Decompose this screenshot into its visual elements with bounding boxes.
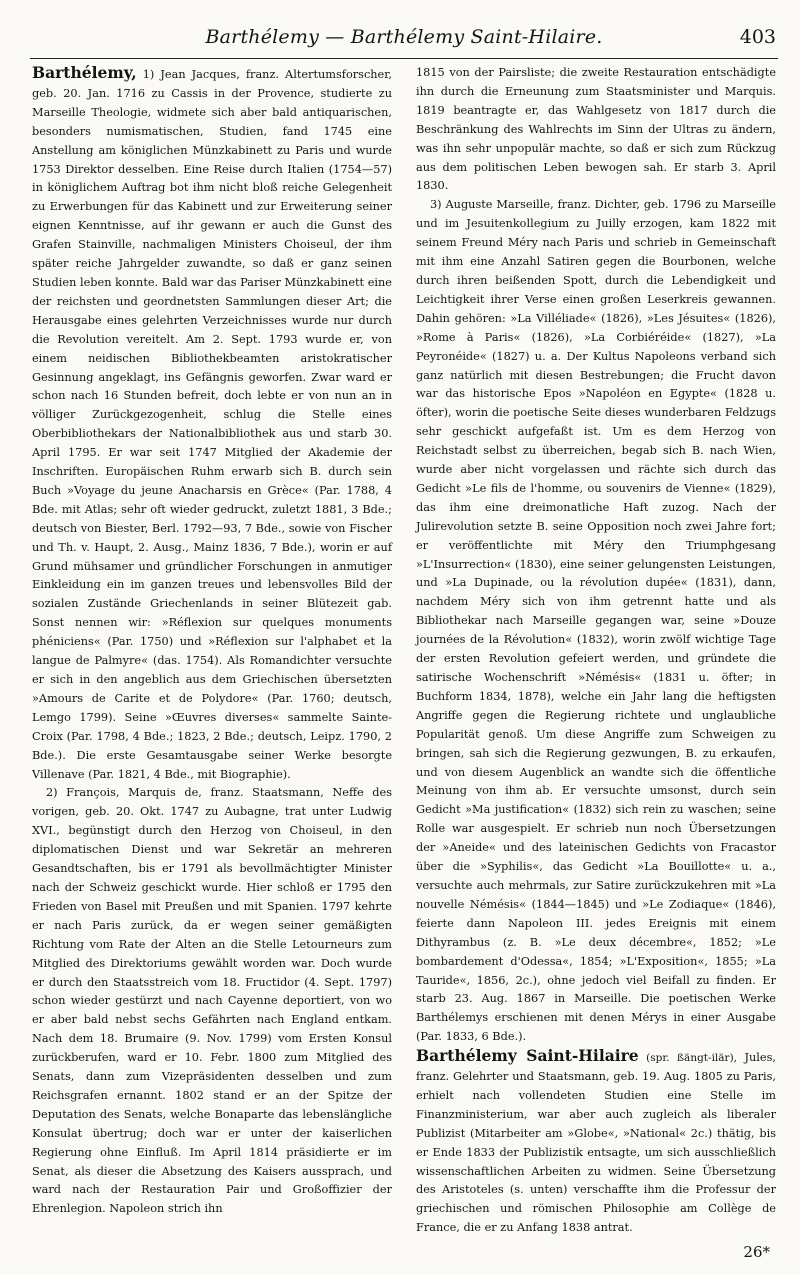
entry-francois: 2) François, Marquis de, franz. Staatsmann, Neffe des vorigen, geb. 20. Okt. 1747 zu Aubagne, trat unter Ludwig XVI., begünstigt durch den Herzog von Choiseul, in den diplomatischen Dienst und war Sekretär an mehreren Gesandtschaften, bis er 1791 als bevollmächtigter Minister nach der Schweiz geschickt wurde. Hier schloß er 1795 den Frieden von Basel mit Preußen und mit Spanien. 1797 kehrte er nach Paris zurück, da er wegen seiner gemäßigten Richtung vom Rate der Alten an die Stelle Letourneurs zum Mitglied des Direktoriums gewählt worden war. Doch wurde er durch den Staatsstreich vom 18. Fructidor (4. Sept. 1797) schon wieder gestürzt und nach Cayenne deportiert, von wo er aber bald nebst sechs Gefährten nach England entkam. Nach dem 18. Brumaire (9. Nov. 1799) vom Ersten Konsul zurückberufen, ward er 10. Febr. 1800 zum Mitglied des Senats, dann zum Vizepräsidenten desselben und zum Reichsgrafen ernannt. 1802 stand er an der Spitze der Deputation des Senats, welche Bonaparte das lebenslängliche Konsulat übertrug; doch war er unter der kaiserlichen Regierung ohne Einfluß. Im April 1814 präsidierte er im Senat, als dieser die Absetzung des Kaisers aussprach, und ward nach der Restauration Pair und Großoffizier der Ehrenlegion. Napoleon strich ihn (32, 786, 392, 1216)
entry-lemma: Barthélemy Saint-Hilaire (416, 1046, 639, 1066)
pronunciation: (spr. ßängt-ilär), (638, 1052, 745, 1065)
entry-francois-continued: 1815 von der Pairsliste; die zweite Restauration entschädigte ihn durch die Erneunung zum Staatsminister und Marquis. 1819 beantragte er, das Wahlgesetz von 1817 durch die Beschränkung des Wahlrechts im Sinn der Ultras zu ändern, was ihn sehr unpopulär machte, so daß er sich zum Rückzug aus dem politischen Leben bewogen sah. Er starb 3. April 1830. (416, 66, 776, 193)
entry-auguste-marseille: 3) Auguste Marseille, franz. Dichter, geb. 1796 zu Marseille und im Jesuitenkollegium zu Juilly erzogen, kam 1822 mit seinem Freund Méry nach Paris und schrieb in Gemeinschaft mit ihm eine Anzahl Satiren gegen die Bourbonen, welche durch ihren beißenden Spott, durch die Lebendigkeit und Leichtigkeit ihrer Verse einen großen Leserkreis gewannen. Dahin gehören: »La Villéliade« (1826), »Les Jésuites« (1826), »Rome à Paris« (1826), »La Corbiéréide« (1827), »La Peyronéide« (1827) u. a. Der Kultus Napoleons verband sich ganz natürlich mit diesen Bestrebungen; die Frucht davon war das historische Epos »Napoléon en Egypte« (1828 u. öfter), worin die poetische Seite dieses wunderbaren Feldzugs sehr geschickt aufgefaßt ist. Um es dem Herzog von Reichstadt selbst zu überreichen, begab sich B. nach Wien, wurde aber nicht vorgelassen und rächte sich durch das Gedicht »Le fils de l'homme, ou souvenirs de Vienne« (1829), das ihm eine dreimonatliche Haft zuzog. Nach der Julirevolution setzte B. seine Opposition noch zwei Jahre fort; er veröffentlichte mit Méry den Triumphgesang »L'Insurrection« (1830), eine seiner gelungensten Leistungen, und »La Dupinade, ou la révolution dupée« (1831), dann, nachdem Méry sich von ihm getrennt hatte und als Bibliothekar nach Marseille gegangen war, seine »Douze journées de la Révolution« (1832), worin zwölf wichtige Tage der ersten Revolution gefeiert werden, und gründete die satirische Wochenschrift »Némésis« (1831 u. öfter; in Buchform 1834, 1878), welche ein Jahr lang die heftigsten Angriffe gegen die Regierung richtete und unglaubliche Popularität genoß. Um diese Angriffe zum Schweigen zu bringen, sah sich die Regierung gezwungen, B. zu erkaufen, und von diesem Augenblick an wandte sich die öffentliche Meinung von ihm ab. Er versuchte umsonst, durch sein Gedicht »Ma justification« (1832) sich rein zu waschen; seine Rolle war ausgespielt. Er schrieb nun noch Übersetzungen der »Aneide« und des lateinischen Gedichts von Fracastor über die »Syphilis«, das Gedicht »La Bouillotte« u. a., versuchte auch mehrmals, zur Satire zurückzukehren mit »La nouvelle Némésis« (1844—1845) und »Le Zodiaque« (1846), feierte dann Napoleon III. jedes Ereignis mit einem Dithyrambus (z. B. »Le deux décembre«, 1852; »Le bombardement d'Odessa«, 1854; »L'Exposition«, 1855; »La Tauride«, 1856, 2c.), ohne jedoch viel Beifall zu finden. Er starb 23. Aug. 1867 in Marseille. Die poetischen Werke Barthélemys erschienen mit denen Mérys in einer Ausgabe (Par. 1833, 6 Bde.). (416, 198, 776, 1044)
entry-text: 1) Jean Jacques, franz. Altertumsforscher, geb. 20. Jan. 1716 zu Cassis in der Provence, studierte zu Marseille Theologie, widmete sich aber bald antiquarischen, besonders numismatischen, Studien, fand 1745 eine Anstellung am königlichen Münzkabinett zu Paris und wurde 1753 Direktor desselben. Eine Reise durch Italien (1754—57) in königlichem Auftrag bot ihm nicht bloß reiche Gelegenheit zu Erwerbungen für das Kabinett und zur Erweiterung seiner eignen Kenntnisse, auf ihr gewann er auch die Gunst des Grafen Stainville, nachmaligen Ministers Choiseul, der ihm später reiche Jahrgelder zuwandte, so daß er ganz seinen Studien leben konnte. Bald war das Pariser Münzkabinett eine der reichsten und geordnetsten Sammlungen dieser Art; die Herausgabe eines gelehrten Verzeichnisses wurde nur durch die Revolution vereitelt. Am 2. Sept. 1793 wurde er, von einem neidischen Bibliothekbeamten aristokratischer Gesinnung angeklagt, ins Gefängnis geworfen. Zwar ward er schon nach 16 Stunden befreit, doch lebte er von nun an in völliger Zurückgezogenheit, schlug die Stelle eines Oberbibliothekars der Nationalbibliothek aus und starb 30. April 1795. Er war seit 1747 Mitglied der Akademie der Inschriften. Europäischen Ruhm erwarb sich B. durch sein Buch »Voyage du jeune Anacharsis en Grèce« (Par. 1788, 4 Bde. mit Atlas; sehr oft wieder gedruckt, zuletzt 1881, 3 Bde.; deutsch von Biester, Berl. 1792—93, 7 Bde., sowie von Fischer und Th. v. Haupt, 2. Ausg., Mainz 1836, 7 Bde.), worin er auf Grund mühsamer und gründlicher Forschungen in anmutiger Einkleidung ein im ganzen treues und lebensvolles Bild der sozialen Zustände Griechenlands in seiner Blütezeit gab. Sonst nennen wir: »Réflexion sur quelques monuments phéniciens« (Par. 1750) und »Réflexion sur l'alphabet et la langue de Palmyre« (das. 1754). Als Romandichter versuchte er sich in den angeblich aus dem Griechischen übersetzten »Amours de Carite et de Polydore« (Par. 1760; deutsch, Lemgo 1799). Seine »Œuvres diverses« sammelte Sainte-Croix (Par. 1798, 4 Bde.; 1823, 2 Bde.; deutsch, Leipz. 1790, 2 Bde.). Die erste Gesamtausgabe seiner Werke besorgte Villenave (Par. 1821, 4 Bde., mit Biographie). (32, 68, 392, 781)
left-column (32, 64, 392, 1219)
running-header (30, 26, 778, 56)
entry-text: Jules, franz. Gelehrter und Staatsmann, geb. 19. Aug. 1805 zu Paris, erhielt nach vollendeten Studien eine Stelle im Finanzministerium, war aber auch zugleich als liberaler Publizist (Mitarbeiter am »Globe«, »National« 2c.) thätig, bis er Ende 1833 der Publizistik entsagte, um sich ausschließlich wissenschaftlichen Arbeiten zu widmen. Seine Übersetzung des Aristoteles (s. unten) verschaffte ihm die Professur der griechischen und römischen Philosophie am Collège de France, die er zu Anfang 1838 antrat. (416, 1051, 776, 1235)
entry-lemma: Barthélemy, (32, 63, 137, 82)
entry-jean-jacques (32, 64, 392, 784)
header-title: Barthélemy — Barthélemy Saint-Hilaire. (205, 26, 603, 48)
entry-saint-hilaire (416, 1047, 776, 1238)
right-column (416, 64, 776, 1238)
header-rule (30, 58, 778, 59)
sheet-signature: 26* (743, 1243, 770, 1261)
page-number: 403 (739, 26, 776, 48)
